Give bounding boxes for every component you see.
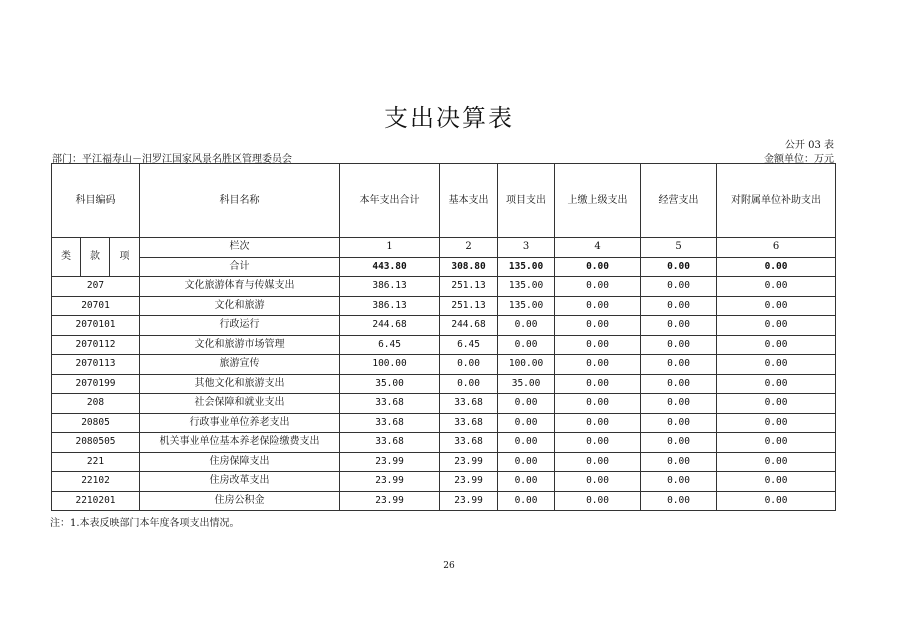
amount-cell: 0.00	[555, 472, 641, 492]
amount-unit-label: 金额单位：万元	[764, 154, 834, 165]
amount-cell: 0.00	[498, 413, 555, 433]
header-project: 项目支出	[498, 164, 555, 238]
amount-cell: 0.00	[555, 394, 641, 414]
subject-code: 2070113	[52, 355, 140, 375]
subheader-xiang: 项	[110, 238, 140, 277]
subject-name: 旅游宣传	[140, 355, 340, 375]
amount-cell: 23.99	[340, 491, 440, 511]
amount-cell: 0.00	[641, 277, 717, 297]
amount-cell: 23.99	[440, 452, 498, 472]
amount-cell: 0.00	[641, 296, 717, 316]
amount-cell: 0.00	[498, 433, 555, 453]
col-number: 6	[717, 238, 836, 258]
amount-cell: 386.13	[340, 296, 440, 316]
amount-cell: 0.00	[717, 472, 836, 492]
subject-code: 2070112	[52, 335, 140, 355]
amount-cell: 0.00	[717, 374, 836, 394]
column-number-row	[52, 238, 836, 258]
amount-cell: 35.00	[498, 374, 555, 394]
amount-cell: 33.68	[440, 413, 498, 433]
amount-cell: 244.68	[440, 316, 498, 336]
amount-cell: 0.00	[555, 277, 641, 297]
subject-code: 22102	[52, 472, 140, 492]
subject-name: 文化和旅游市场管理	[140, 335, 340, 355]
amount-cell: 0.00	[555, 452, 641, 472]
table-row	[52, 413, 836, 433]
table-row	[52, 433, 836, 453]
table-row	[52, 491, 836, 511]
header-name: 科目名称	[140, 164, 340, 238]
header-total: 本年支出合计	[340, 164, 440, 238]
header-row	[52, 164, 836, 238]
expenditure-table	[51, 163, 836, 511]
subject-code: 221	[52, 452, 140, 472]
amount-cell: 0.00	[717, 277, 836, 297]
total-cell: 135.00	[498, 257, 555, 277]
header-upper: 上缴上级支出	[555, 164, 641, 238]
amount-cell: 0.00	[555, 413, 641, 433]
amount-cell: 0.00	[641, 413, 717, 433]
subject-name: 住房保障支出	[140, 452, 340, 472]
subheader-lei: 类	[52, 238, 81, 277]
total-label: 合计	[140, 257, 340, 277]
subject-code: 208	[52, 394, 140, 414]
subject-code: 20701	[52, 296, 140, 316]
amount-cell: 0.00	[498, 335, 555, 355]
amount-cell: 0.00	[641, 394, 717, 414]
table-number: 公开 03 表	[784, 140, 834, 151]
amount-cell: 244.68	[340, 316, 440, 336]
total-cell: 443.80	[340, 257, 440, 277]
table-row	[52, 316, 836, 336]
amount-cell: 35.00	[340, 374, 440, 394]
total-cell: 308.80	[440, 257, 498, 277]
amount-cell: 6.45	[340, 335, 440, 355]
amount-cell: 23.99	[340, 472, 440, 492]
header-code: 科目编码	[52, 164, 140, 238]
subject-name: 住房公积金	[140, 491, 340, 511]
subject-code: 2070199	[52, 374, 140, 394]
amount-cell: 0.00	[555, 316, 641, 336]
col-number: 2	[440, 238, 498, 258]
amount-cell: 0.00	[641, 452, 717, 472]
header-basic: 基本支出	[440, 164, 498, 238]
total-cell: 0.00	[555, 257, 641, 277]
header-subsidy: 对附属单位补助支出	[717, 164, 836, 238]
amount-cell: 0.00	[498, 316, 555, 336]
amount-cell: 0.00	[641, 491, 717, 511]
amount-cell: 33.68	[440, 433, 498, 453]
amount-cell: 0.00	[717, 316, 836, 336]
subject-name: 行政运行	[140, 316, 340, 336]
amount-cell: 135.00	[498, 296, 555, 316]
footnote: 注：1.本表反映部门本年度各项支出情况。	[50, 518, 240, 529]
col-number: 4	[555, 238, 641, 258]
subject-name: 社会保障和就业支出	[140, 394, 340, 414]
amount-cell: 33.68	[340, 394, 440, 414]
amount-cell: 0.00	[555, 335, 641, 355]
amount-cell: 0.00	[641, 472, 717, 492]
amount-cell: 33.68	[340, 433, 440, 453]
amount-cell: 6.45	[440, 335, 498, 355]
amount-cell: 0.00	[555, 491, 641, 511]
amount-cell: 0.00	[498, 472, 555, 492]
amount-cell: 135.00	[498, 277, 555, 297]
amount-cell: 0.00	[555, 355, 641, 375]
subject-code: 2210201	[52, 491, 140, 511]
table-row	[52, 394, 836, 414]
amount-cell: 100.00	[498, 355, 555, 375]
amount-cell: 0.00	[717, 335, 836, 355]
amount-cell: 0.00	[717, 296, 836, 316]
amount-cell: 0.00	[498, 491, 555, 511]
subject-code: 2080505	[52, 433, 140, 453]
subject-name: 行政事业单位养老支出	[140, 413, 340, 433]
table-row	[52, 355, 836, 375]
subject-name: 机关事业单位基本养老保险缴费支出	[140, 433, 340, 453]
table-row	[52, 472, 836, 492]
amount-cell: 0.00	[641, 433, 717, 453]
header-business: 经营支出	[641, 164, 717, 238]
col-number: 1	[340, 238, 440, 258]
table-row	[52, 277, 836, 297]
subject-name: 文化和旅游	[140, 296, 340, 316]
amount-cell: 0.00	[498, 452, 555, 472]
amount-cell: 0.00	[641, 316, 717, 336]
amount-cell: 0.00	[717, 491, 836, 511]
col-number: 3	[498, 238, 555, 258]
amount-cell: 0.00	[641, 374, 717, 394]
amount-cell: 0.00	[555, 374, 641, 394]
amount-cell: 23.99	[340, 452, 440, 472]
table-row	[52, 296, 836, 316]
amount-cell: 23.99	[440, 472, 498, 492]
subject-code: 207	[52, 277, 140, 297]
subject-name: 其他文化和旅游支出	[140, 374, 340, 394]
amount-cell: 0.00	[641, 355, 717, 375]
amount-cell: 0.00	[440, 374, 498, 394]
table-row	[52, 374, 836, 394]
table-row	[52, 452, 836, 472]
amount-cell: 251.13	[440, 296, 498, 316]
amount-cell: 0.00	[641, 335, 717, 355]
page-title: 支出决算表	[384, 104, 514, 132]
amount-cell: 23.99	[440, 491, 498, 511]
amount-cell: 0.00	[555, 296, 641, 316]
subject-code: 2070101	[52, 316, 140, 336]
amount-cell: 0.00	[440, 355, 498, 375]
amount-cell: 33.68	[440, 394, 498, 414]
table-row	[52, 335, 836, 355]
subheader-lanci: 栏次	[140, 238, 340, 258]
col-number: 5	[641, 238, 717, 258]
department-label: 部门：平江福寿山－汨罗江国家风景名胜区管理委员会	[52, 154, 292, 165]
amount-cell: 0.00	[555, 433, 641, 453]
amount-cell: 0.00	[717, 413, 836, 433]
amount-cell: 0.00	[498, 394, 555, 414]
amount-cell: 0.00	[717, 452, 836, 472]
total-row	[52, 257, 836, 277]
total-cell: 0.00	[641, 257, 717, 277]
subject-name: 文化旅游体育与传媒支出	[140, 277, 340, 297]
total-cell: 0.00	[717, 257, 836, 277]
amount-cell: 0.00	[717, 355, 836, 375]
amount-cell: 0.00	[717, 433, 836, 453]
subheader-kuan: 款	[81, 238, 110, 277]
subject-code: 20805	[52, 413, 140, 433]
page-number: 26	[443, 561, 455, 571]
amount-cell: 251.13	[440, 277, 498, 297]
subject-name: 住房改革支出	[140, 472, 340, 492]
amount-cell: 100.00	[340, 355, 440, 375]
amount-cell: 0.00	[717, 394, 836, 414]
amount-cell: 386.13	[340, 277, 440, 297]
amount-cell: 33.68	[340, 413, 440, 433]
